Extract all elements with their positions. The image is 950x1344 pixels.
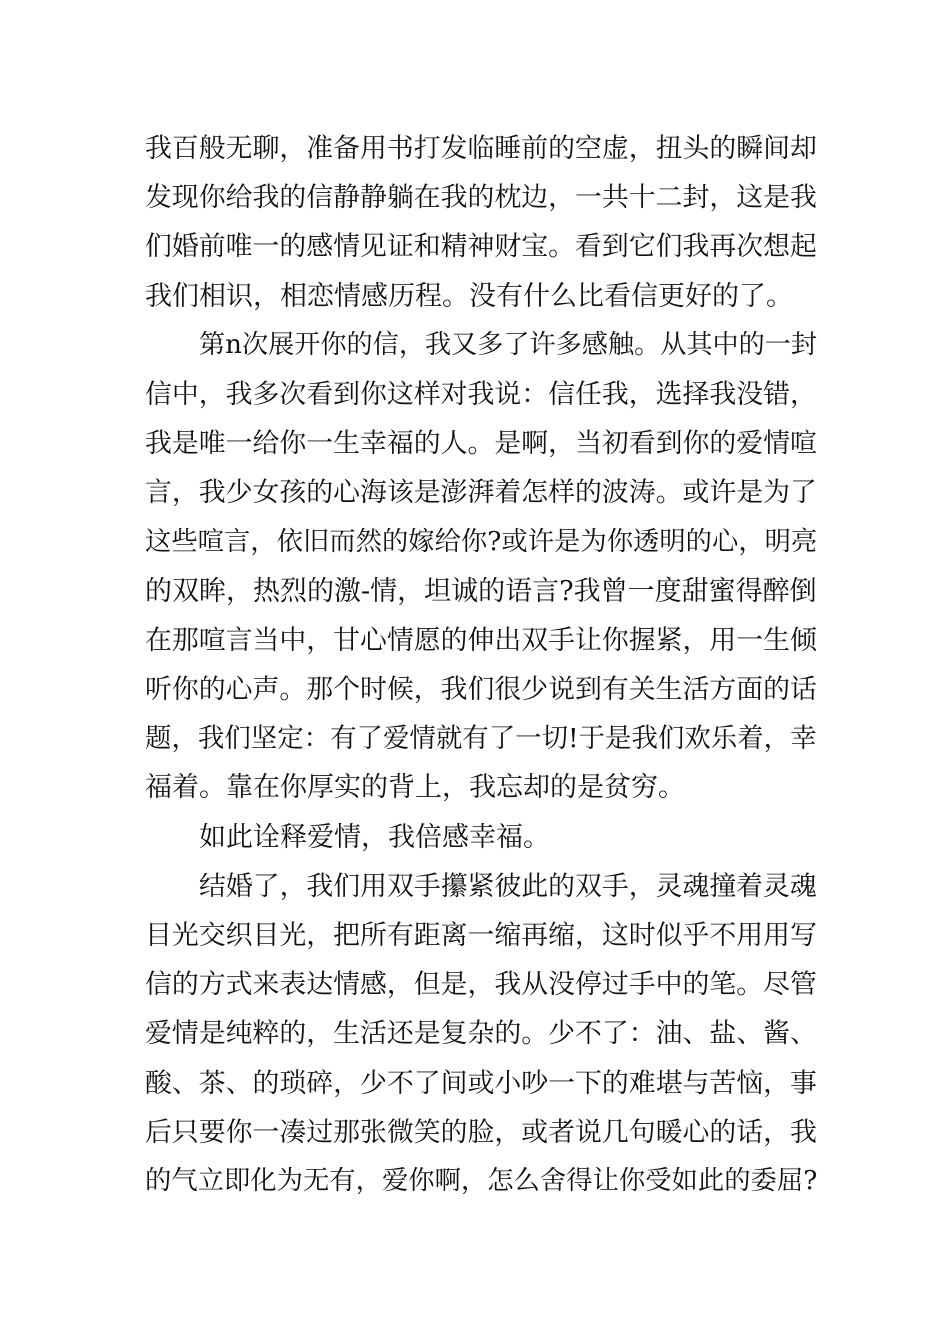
text-line: 的气立即化为无有，爱你啊，怎么舍得让你受如此的委屈? [145,1165,818,1196]
text-line: 我百般无聊，准备用书打发临睡前的空虚，扭头的瞬间却 [145,133,817,164]
paragraph-first-line: 第n次展开你的信，我又多了许多感触。从其中的一封 [199,329,818,360]
body-text [145,124,817,1206]
text-line: 发现你给我的信静静躺在我的枕边，一共十二封，这是我 [145,182,817,214]
text-line: 目光交织目光，把所有距离一缩再缩，这时似乎不用用写 [145,920,817,951]
text-line: 酸、茶、的琐碎，少不了间或小吵一下的难堪与苦恼，事 [145,1067,817,1099]
text-line: 这些喧言，依旧而然的嫁给你?或许是为你透明的心，明亮 [145,526,818,557]
text-line: 听你的心声。那个时候，我们很少说到有关生活方面的话 [145,674,817,706]
text-line: 们婚前唯一的感情见证和精神财宝。看到它们我再次想起 [145,231,817,263]
text-line: 言，我少女孩的心海该是澎湃着怎样的波涛。或许是为了 [145,477,817,509]
text-line: 爱情是纯粹的，生活还是复杂的。少不了：油、盐、酱、 [145,1018,817,1050]
text-line: 信中，我多次看到你这样对我说：信任我，选择我没错， [145,378,817,410]
text-line: 在那喧言当中，甘心情愿的伸出双手让你握紧，用一生倾 [145,624,817,656]
text-line: 我们相识，相恋情感历程。没有什么比看信更好的了。 [145,280,793,312]
text-line: 福着。靠在你厚实的背上，我忘却的是贫穷。 [145,772,685,804]
paragraph-first-line: 结婚了，我们用双手攥紧彼此的双手，灵魂撞着灵魂 [199,870,817,902]
text-line: 我是唯一给你一生幸福的人。是啊，当初看到你的爱情喧 [145,428,817,460]
text-line: 的双眸，热烈的激-情，坦诚的语言?我曾一度甜蜜得醉倒 [145,575,817,607]
text-line: 信的方式来表达情感，但是，我从没停过手中的笔。尽管 [145,969,817,1001]
text-line: 题，我们坚定：有了爱情就有了一切!于是我们欢乐着，幸 [145,723,817,755]
paragraph-first-line: 如此诠释爱情，我倍感幸福。 [199,821,550,853]
text-line: 后只要你一凑过那张微笑的脸，或者说几句暖心的话，我 [145,1116,817,1148]
